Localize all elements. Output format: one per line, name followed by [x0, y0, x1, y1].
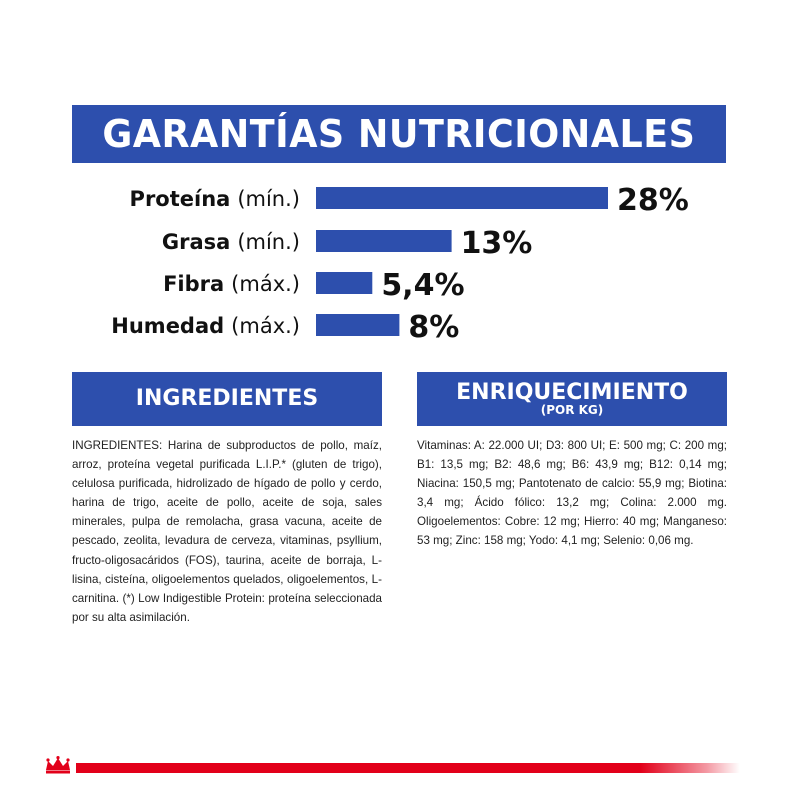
enrichment-heading: ENRIQUECIMIENTO [456, 379, 688, 405]
value-label: 28% [617, 183, 689, 218]
nutrition-bar-chart [0, 170, 800, 350]
value-label: 13% [460, 226, 533, 261]
bar-fibra [316, 272, 372, 294]
ingredients-heading: INGREDIENTES [135, 386, 319, 412]
bar-grasa [316, 230, 452, 252]
category-label: Fibra (máx.) [163, 272, 300, 296]
page-title: GARANTÍAS NUTRICIONALES [102, 112, 696, 156]
category-label: Grasa (mín.) [161, 230, 300, 254]
ingredients-banner [72, 372, 382, 426]
category-label: Humedad (máx.) [111, 314, 300, 338]
enrichment-text: Vitaminas: A: 22.000 UI; D3: 800 UI; E: 500 mg; C: 200 mg; B1: 13,5 mg; B2: 48,6 mg; B6: 43,9 mg; B12: 0,14 mg; Niacina: 150,5 mg; Pantotenato de calcio: 55,9 mg; Biotina: 3,4 mg; Ácido fólico: 13,2 mg; Colina: 2.000 mg. Oligoelementos: Cobre: 12 mg; Hierro: 40 mg; Manganeso: 53 mg; Zinc: 158 mg; Yodo: 4,1 mg; Selenio: 0,06 mg. [417, 439, 727, 548]
ingredients-text: INGREDIENTES: Harina de subproductos de pollo, maíz, arroz, proteína vegetal purificada L.I.P.* (gluten de trigo), celulosa purificada, hidrolizado de hígado de pollo y cerdo, harina de trigo, aceite de pollo, aceite de soja, sales minerales, pulpa de remolacha, grasa vacuna, aceite de pescado, zeolita, levadura de cerveza, vitaminas, psyllium, fructo-oligosacáridos (FOS), taurina, aceite de borraja, L-lisina, cisteína, oligoelementos quelados, oligoelementos, L-carnitina. (*) Low Indigestible Protein: proteína seleccionada por su alta asimilación. [72, 439, 382, 624]
enrichment-subheading: (POR KG) [540, 402, 604, 417]
value-label: 5,4% [381, 268, 465, 303]
bar-proteína [316, 187, 608, 209]
footer-stripe [76, 763, 740, 773]
value-label: 8% [408, 310, 460, 345]
crown-icon [44, 756, 72, 774]
category-label: Proteína (mín.) [129, 187, 300, 211]
bar-humedad [316, 314, 399, 336]
title-banner [72, 105, 726, 163]
enrichment-banner [417, 372, 727, 426]
